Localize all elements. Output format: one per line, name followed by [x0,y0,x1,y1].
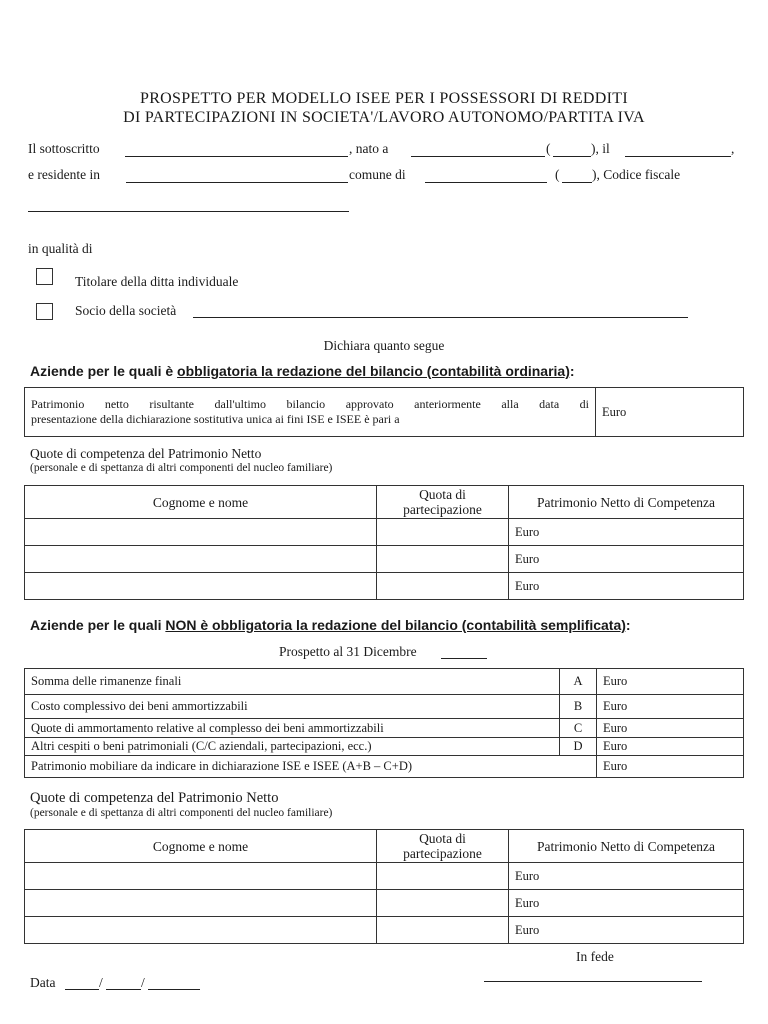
sottoscritto-label: Il sottoscritto [28,141,100,156]
date-slash-1: / [99,975,103,990]
birth-province-field[interactable] [553,156,591,157]
col-header-name: Cognome e nome [25,830,377,863]
table-row [25,573,744,600]
in-fede-label: In fede [576,949,614,964]
year-field[interactable] [148,989,200,990]
col-header-quota: Quota di partecipazione [377,486,509,519]
item-label: Patrimonio mobiliare da indicare in dichiarazione ISE e ISEE (A+B – C+D) [25,756,597,778]
socio-label: Socio della società [75,303,177,318]
netto-cell[interactable]: Euro [509,863,744,890]
birth-date-field[interactable] [625,156,731,157]
socio-checkbox[interactable] [36,303,53,320]
name-cell[interactable] [25,573,377,600]
section1-heading: Aziende per le quali è obbligatoria la redazione del bilancio (contabilità ordinaria): [30,363,575,379]
quote-title-1: Quote di competenza del Patrimonio Netto [30,446,262,461]
item-code: A [560,669,597,695]
item-euro[interactable]: Euro [597,756,744,778]
table-row [25,756,744,778]
day-field[interactable] [65,989,99,990]
prospetto-label: Prospetto al 31 Dicembre [279,644,417,659]
nato-label: , nato a [349,141,389,156]
quote-table-2 [24,829,744,944]
comune-label: comune di [349,167,406,182]
item-euro[interactable]: Euro [597,669,744,695]
quote-title-2: Quote di competenza del Patrimonio Netto [30,790,279,806]
item-label: Quote di ammortamento relative al complesso dei beni ammortizzabili [25,719,560,738]
titolare-checkbox[interactable] [36,268,53,285]
dichiara-heading: Dichiara quanto segue [323,338,445,353]
patrimonio-netto-table [24,387,744,437]
quota-cell[interactable] [377,573,509,600]
netto-cell[interactable]: Euro [509,573,744,600]
signature-field[interactable] [484,981,702,982]
col-header-name: Cognome e nome [25,486,377,519]
form-title-line2: DI PARTECIPAZIONI IN SOCIETA'/LAVORO AUTONOMO/PARTITA IVA [123,109,645,126]
quota-cell[interactable] [377,890,509,917]
month-field[interactable] [106,989,141,990]
residente-label: e residente in [28,167,100,182]
societa-field[interactable] [193,317,688,318]
item-label: Somma delle rimanenze finali [25,669,560,695]
item-label: Altri cespiti o beni patrimoniali (C/C aziendali, partecipazioni, ecc.) [25,738,560,756]
titolare-label: Titolare della ditta individuale [75,274,239,289]
quota-cell[interactable] [377,917,509,944]
name-cell[interactable] [25,863,377,890]
codice-fiscale-label: ), Codice fiscale [592,167,681,182]
il-label: ), il [591,141,610,156]
col-header-netto: Patrimonio Netto di Competenza [509,486,744,519]
comma: , [731,141,735,156]
patrimonio-description: Patrimonio netto risultante dall'ultimo bilancio approvato anteriormente alla data di presentazione della dichiarazione sostitutiva unica ai fini ISE e ISEE è pari a [25,388,596,437]
table-row [25,890,744,917]
table-row [25,519,744,546]
form-title-line1: PROSPETTO PER MODELLO ISEE PER I POSSESSORI DI REDDITI [140,90,628,107]
table-row [25,738,744,756]
table-row [25,669,744,695]
quote-subtitle-1: (personale e di spettanza di altri componenti del nucleo familiare) [30,462,333,474]
quota-cell[interactable] [377,863,509,890]
item-euro[interactable]: Euro [597,738,744,756]
name-cell[interactable] [25,546,377,573]
paren-open-2: ( [555,167,560,182]
codice-fiscale-field[interactable] [28,211,349,212]
quota-cell[interactable] [377,519,509,546]
prospetto-year-field[interactable] [441,658,487,659]
comune-field[interactable] [425,182,547,183]
qualita-label: in qualità di [28,241,93,256]
comune-province-field[interactable] [562,182,592,183]
col-header-netto: Patrimonio Netto di Competenza [509,830,744,863]
item-euro[interactable]: Euro [597,695,744,719]
patrimonio-euro-cell[interactable]: Euro [596,388,744,437]
netto-cell[interactable]: Euro [509,519,744,546]
name-cell[interactable] [25,917,377,944]
birthplace-field[interactable] [411,156,545,157]
item-code: B [560,695,597,719]
netto-cell[interactable]: Euro [509,890,744,917]
quote-table-1 [24,485,744,600]
netto-cell[interactable]: Euro [509,917,744,944]
table-row [25,719,744,738]
item-euro[interactable]: Euro [597,719,744,738]
netto-cell[interactable]: Euro [509,546,744,573]
name-cell[interactable] [25,890,377,917]
item-code: C [560,719,597,738]
paren-open: ( [546,141,551,156]
table-row [25,863,744,890]
quota-cell[interactable] [377,546,509,573]
item-code: D [560,738,597,756]
sottoscritto-field[interactable] [125,156,348,157]
date-slash-2: / [141,975,145,990]
prospetto-table [24,668,744,778]
col-header-quota: Quota di partecipazione [377,830,509,863]
table-row [25,546,744,573]
item-label: Costo complessivo dei beni ammortizzabili [25,695,560,719]
data-label: Data [30,975,56,990]
table-row [25,695,744,719]
quote-subtitle-2: (personale e di spettanza di altri componenti del nucleo familiare) [30,807,333,819]
name-cell[interactable] [25,519,377,546]
table-row [25,917,744,944]
residence-field[interactable] [126,182,348,183]
section2-heading: Aziende per le quali NON è obbligatoria la redazione del bilancio (contabilità semplificata): [30,617,631,633]
